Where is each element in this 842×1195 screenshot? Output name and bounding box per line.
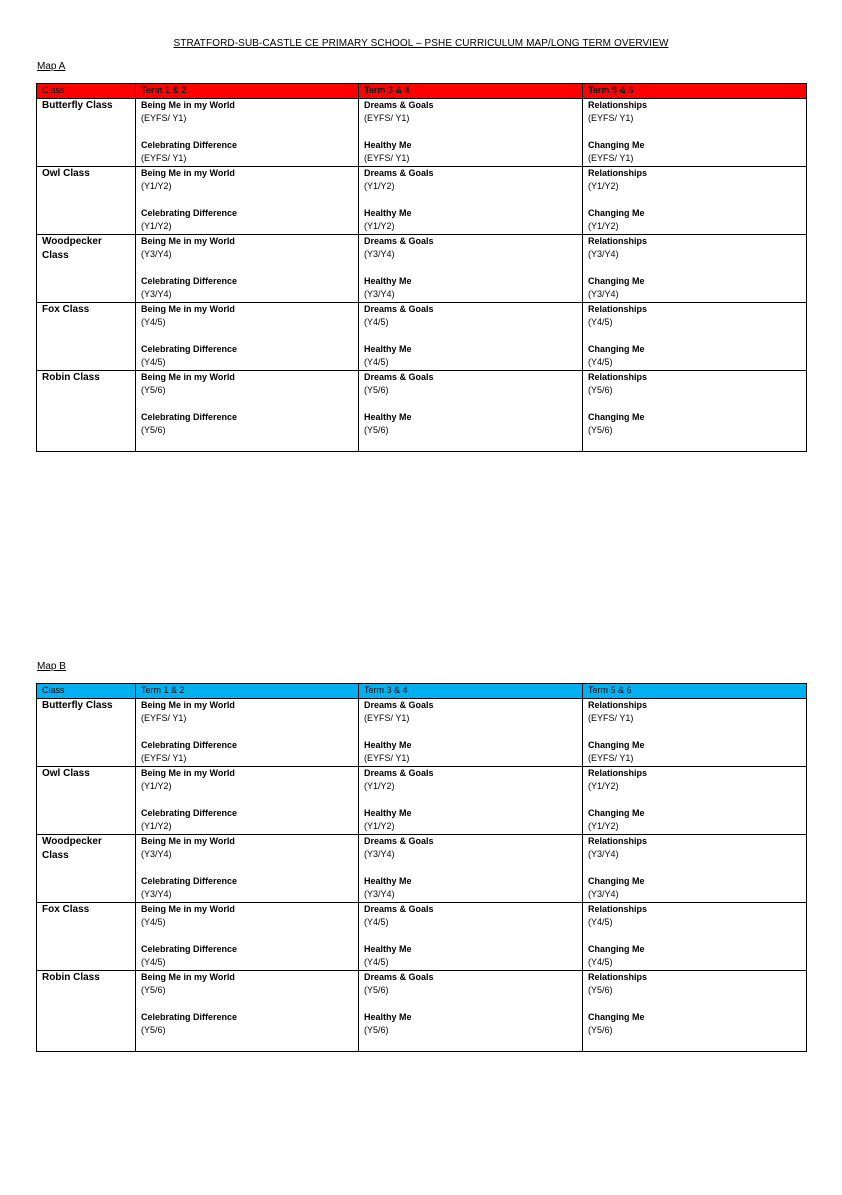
- topic-title: Dreams & Goals: [364, 235, 434, 246]
- term-cell: [583, 98, 807, 166]
- year-group: (EYFS/ Y1): [141, 753, 187, 763]
- topic-title: Celebrating Difference: [141, 875, 238, 886]
- year-group: (Y4/5): [588, 957, 613, 967]
- year-group: (Y3/Y4): [141, 849, 172, 859]
- year-group: (Y1/Y2): [141, 781, 172, 791]
- column-header-class: Class: [37, 684, 136, 699]
- term-cell: [359, 166, 583, 234]
- term-cell: [359, 766, 583, 834]
- year-group: (Y4/5): [141, 917, 166, 927]
- class-name-cell: Fox Class: [37, 302, 136, 370]
- topic-title: Celebrating Difference: [141, 275, 238, 286]
- topic-title: Dreams & Goals: [364, 767, 434, 778]
- topic-title: Relationships: [588, 99, 648, 110]
- year-group: (EYFS/ Y1): [588, 113, 634, 123]
- year-group: (Y5/6): [141, 425, 166, 435]
- year-group: (Y4/5): [588, 357, 613, 367]
- year-group: (Y4/5): [364, 957, 389, 967]
- topic-title: Dreams & Goals: [364, 699, 434, 710]
- topic-title: Being Me in my World: [141, 971, 235, 982]
- topic-title: Changing Me: [588, 139, 645, 150]
- term-cell: [359, 970, 583, 1051]
- class-name-cell: Woodpecker Class: [37, 834, 136, 902]
- topic-title: Celebrating Difference: [141, 739, 238, 750]
- year-group: (EYFS/ Y1): [364, 153, 410, 163]
- topic-title: Dreams & Goals: [364, 99, 434, 110]
- year-group: (Y5/6): [364, 985, 389, 995]
- year-group: (EYFS/ Y1): [364, 113, 410, 123]
- topic-title: Relationships: [588, 699, 648, 710]
- table-row: [37, 98, 807, 166]
- topic-title: Celebrating Difference: [141, 943, 238, 954]
- table-row: [37, 902, 807, 970]
- year-group: (EYFS/ Y1): [141, 713, 187, 723]
- term-cell: [136, 302, 359, 370]
- topic-title: Celebrating Difference: [141, 343, 238, 354]
- year-group: (Y1/Y2): [588, 181, 619, 191]
- topic-title: Changing Me: [588, 207, 645, 218]
- term-cell: [359, 98, 583, 166]
- year-group: (Y3/Y4): [588, 249, 619, 259]
- term-cell: [583, 902, 807, 970]
- topic-title: Changing Me: [588, 739, 645, 750]
- table-row: [37, 370, 807, 451]
- term-cell: [136, 970, 359, 1051]
- table-row: [37, 698, 807, 766]
- term-cell: [136, 698, 359, 766]
- year-group: (Y3/Y4): [364, 889, 395, 899]
- term-cell: [583, 766, 807, 834]
- topic-title: Changing Me: [588, 343, 645, 354]
- topic-title: Changing Me: [588, 943, 645, 954]
- year-group: (Y1/Y2): [141, 181, 172, 191]
- table-row: [37, 166, 807, 234]
- topic-title: Dreams & Goals: [364, 167, 434, 178]
- topic-title: Being Me in my World: [141, 167, 235, 178]
- term-cell: [583, 970, 807, 1051]
- topic-title: Dreams & Goals: [364, 971, 434, 982]
- year-group: (Y3/Y4): [141, 289, 172, 299]
- column-header-class: Class: [37, 84, 136, 99]
- topic-title: Healthy Me: [364, 411, 412, 422]
- topic-title: Celebrating Difference: [141, 1011, 238, 1022]
- column-header-term-3: Term 5 & 6: [583, 684, 807, 699]
- topic-title: Healthy Me: [364, 139, 412, 150]
- topic-title: Relationships: [588, 303, 648, 314]
- column-header-term-2: Term 3 & 4: [359, 84, 583, 99]
- column-header-term-3: Term 5 & 6: [583, 84, 807, 99]
- year-group: (Y4/5): [141, 957, 166, 967]
- map-b-table: [36, 683, 807, 1052]
- year-group: (Y5/6): [588, 985, 613, 995]
- term-cell: [359, 902, 583, 970]
- term-cell: [359, 834, 583, 902]
- class-name-cell: Woodpecker Class: [37, 234, 136, 302]
- column-header-term-2: Term 3 & 4: [359, 684, 583, 699]
- term-cell: [136, 834, 359, 902]
- term-cell: [136, 902, 359, 970]
- topic-title: Being Me in my World: [141, 767, 235, 778]
- topic-title: Relationships: [588, 767, 648, 778]
- topic-title: Healthy Me: [364, 807, 412, 818]
- year-group: (Y5/6): [141, 985, 166, 995]
- topic-title: Being Me in my World: [141, 99, 235, 110]
- year-group: (Y4/5): [141, 357, 166, 367]
- term-cell: [359, 698, 583, 766]
- term-cell: [136, 766, 359, 834]
- year-group: (Y1/Y2): [141, 221, 172, 231]
- year-group: (EYFS/ Y1): [588, 713, 634, 723]
- class-name-cell: Robin Class: [37, 970, 136, 1051]
- class-name-cell: Owl Class: [37, 766, 136, 834]
- topic-title: Healthy Me: [364, 207, 412, 218]
- topic-title: Changing Me: [588, 411, 645, 422]
- term-cell: [136, 98, 359, 166]
- year-group: (Y4/5): [588, 317, 613, 327]
- year-group: (Y1/Y2): [364, 781, 395, 791]
- column-header-term-1: Term 1 & 2: [136, 684, 359, 699]
- term-cell: [583, 370, 807, 451]
- year-group: (Y4/5): [588, 917, 613, 927]
- term-cell: [359, 302, 583, 370]
- topic-title: Relationships: [588, 835, 648, 846]
- year-group: (Y3/Y4): [588, 889, 619, 899]
- year-group: (Y5/6): [588, 1025, 613, 1035]
- topic-title: Healthy Me: [364, 739, 412, 750]
- year-group: (Y4/5): [364, 317, 389, 327]
- topic-title: Dreams & Goals: [364, 371, 434, 382]
- year-group: (Y5/6): [588, 385, 613, 395]
- topic-title: Being Me in my World: [141, 235, 235, 246]
- year-group: (Y5/6): [364, 1025, 389, 1035]
- column-header-term-1: Term 1 & 2: [136, 84, 359, 99]
- term-cell: [583, 698, 807, 766]
- year-group: (Y3/Y4): [141, 249, 172, 259]
- year-group: (EYFS/ Y1): [588, 153, 634, 163]
- year-group: (Y3/Y4): [141, 889, 172, 899]
- year-group: (Y5/6): [364, 425, 389, 435]
- table-header-row: [37, 84, 807, 99]
- topic-title: Healthy Me: [364, 1011, 412, 1022]
- topic-title: Dreams & Goals: [364, 303, 434, 314]
- year-group: (Y3/Y4): [364, 849, 395, 859]
- topic-title: Healthy Me: [364, 275, 412, 286]
- topic-title: Celebrating Difference: [141, 807, 238, 818]
- topic-title: Changing Me: [588, 807, 645, 818]
- year-group: (Y1/Y2): [588, 821, 619, 831]
- topic-title: Celebrating Difference: [141, 207, 238, 218]
- year-group: (Y1/Y2): [364, 181, 395, 191]
- topic-title: Being Me in my World: [141, 371, 235, 382]
- map-a-table: [36, 83, 807, 452]
- year-group: (Y3/Y4): [588, 849, 619, 859]
- year-group: (Y1/Y2): [141, 821, 172, 831]
- table-row: [37, 302, 807, 370]
- table-row: [37, 766, 807, 834]
- year-group: (EYFS/ Y1): [364, 713, 410, 723]
- topic-title: Celebrating Difference: [141, 139, 238, 150]
- term-cell: [136, 234, 359, 302]
- map-b-label: Map B: [37, 661, 66, 672]
- topic-title: Changing Me: [588, 275, 645, 286]
- year-group: (Y5/6): [141, 385, 166, 395]
- topic-title: Relationships: [588, 235, 648, 246]
- topic-title: Being Me in my World: [141, 835, 235, 846]
- topic-title: Healthy Me: [364, 943, 412, 954]
- topic-title: Dreams & Goals: [364, 903, 434, 914]
- topic-title: Healthy Me: [364, 875, 412, 886]
- topic-title: Relationships: [588, 167, 648, 178]
- year-group: (Y1/Y2): [364, 821, 395, 831]
- year-group: (Y5/6): [364, 385, 389, 395]
- year-group: (Y5/6): [588, 425, 613, 435]
- topic-title: Dreams & Goals: [364, 835, 434, 846]
- year-group: (Y1/Y2): [364, 221, 395, 231]
- class-name-cell: Owl Class: [37, 166, 136, 234]
- term-cell: [359, 234, 583, 302]
- term-cell: [136, 370, 359, 451]
- topic-title: Celebrating Difference: [141, 411, 238, 422]
- year-group: (Y4/5): [364, 917, 389, 927]
- topic-title: Healthy Me: [364, 343, 412, 354]
- year-group: (Y4/5): [364, 357, 389, 367]
- term-cell: [583, 834, 807, 902]
- topic-title: Being Me in my World: [141, 903, 235, 914]
- class-name-cell: Fox Class: [37, 902, 136, 970]
- topic-title: Relationships: [588, 903, 648, 914]
- year-group: (EYFS/ Y1): [364, 753, 410, 763]
- year-group: (EYFS/ Y1): [141, 113, 187, 123]
- table-row: [37, 970, 807, 1051]
- term-cell: [583, 302, 807, 370]
- table-header-row: [37, 684, 807, 699]
- year-group: (Y5/6): [141, 1025, 166, 1035]
- table-row: [37, 834, 807, 902]
- class-name-cell: Butterfly Class: [37, 698, 136, 766]
- class-name-cell: Robin Class: [37, 370, 136, 451]
- year-group: (EYFS/ Y1): [588, 753, 634, 763]
- term-cell: [136, 166, 359, 234]
- year-group: (Y3/Y4): [364, 249, 395, 259]
- topic-title: Relationships: [588, 371, 648, 382]
- term-cell: [583, 166, 807, 234]
- map-a-label: Map A: [37, 61, 66, 72]
- document-title: STRATFORD-SUB-CASTLE CE PRIMARY SCHOOL – PSHE CURRICULUM MAP/LONG TERM OVERVIEW: [173, 38, 669, 49]
- year-group: (Y4/5): [141, 317, 166, 327]
- topic-title: Being Me in my World: [141, 303, 235, 314]
- year-group: (EYFS/ Y1): [141, 153, 187, 163]
- year-group: (Y3/Y4): [588, 289, 619, 299]
- topic-title: Changing Me: [588, 875, 645, 886]
- class-name-cell: Butterfly Class: [37, 98, 136, 166]
- term-cell: [583, 234, 807, 302]
- year-group: (Y3/Y4): [364, 289, 395, 299]
- year-group: (Y1/Y2): [588, 221, 619, 231]
- year-group: (Y1/Y2): [588, 781, 619, 791]
- table-row: [37, 234, 807, 302]
- topic-title: Changing Me: [588, 1011, 645, 1022]
- topic-title: Relationships: [588, 971, 648, 982]
- term-cell: [359, 370, 583, 451]
- topic-title: Being Me in my World: [141, 699, 235, 710]
